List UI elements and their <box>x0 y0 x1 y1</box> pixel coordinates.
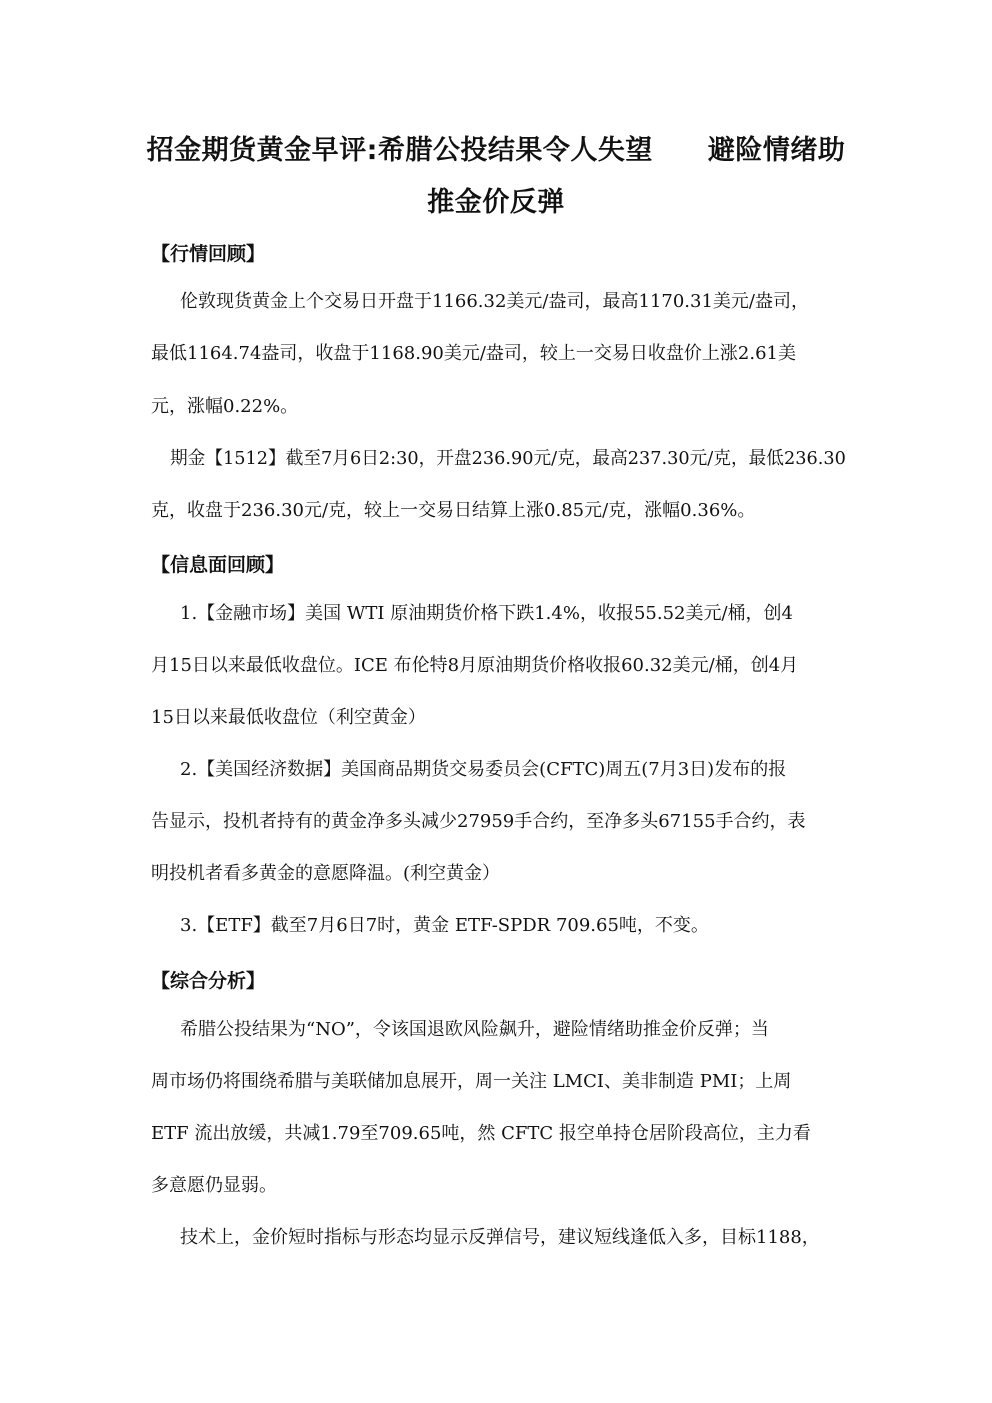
paragraph-line: ETF 流出放缓，共减1.79至709.65吨，然 CFTC 报空单持仓居阶段高位，主力看 <box>151 1123 811 1144</box>
paragraph-line: 多意愿仍显弱。 <box>151 1175 277 1196</box>
paragraph-line: 期金【1512】截至7月6日2:30，开盘236.90元/克，最高237.30元/克，最低236.30 <box>170 448 846 469</box>
document-title-line-1: 招金期货黄金早评:希腊公投结果令人失望 避险情绪助 <box>146 135 846 166</box>
paragraph-line: 周市场仍将围绕希腊与美联储加息展开，周一关注 LMCI、美非制造 PMI；上周 <box>151 1071 792 1092</box>
list-item-line: 告显示，投机者持有的黄金净多头减少27959手合约，至净多头67155手合约，表 <box>151 811 806 832</box>
paragraph-line: 克，收盘于236.30元/克，较上一交易日结算上涨0.85元/克，涨幅0.36%。 <box>151 500 756 521</box>
list-item-line: 3.【ETF】截至7月6日7时，黄金 ETF-SPDR 709.65吨，不变。 <box>180 915 709 936</box>
list-item-line: 月15日以来最低收盘位。ICE 布伦特8月原油期货价格收报60.32美元/桶，创4月 <box>151 655 799 676</box>
section-heading-market-review: 【行情回顾】 <box>151 243 266 265</box>
section-heading-analysis: 【综合分析】 <box>151 970 266 992</box>
list-item-line: 明投机者看多黄金的意愿降温。(利空黄金） <box>151 863 501 884</box>
paragraph-line: 伦敦现货黄金上个交易日开盘于1166.32美元/盎司，最高1170.31美元/盎司， <box>180 291 809 312</box>
paragraph-line: 希腊公投结果为“NO”，令该国退欧风险飙升，避险情绪助推金价反弹；当 <box>180 1019 769 1040</box>
list-item-line: 2.【美国经济数据】美国商品期货交易委员会(CFTC)周五(7月3日)发布的报 <box>180 759 787 780</box>
paragraph-line: 最低1164.74盎司，收盘于1168.90美元/盎司，较上一交易日收盘价上涨2.61美 <box>151 343 797 364</box>
list-item-line: 15日以来最低收盘位（利空黄金） <box>151 707 426 728</box>
paragraph-line: 元，涨幅0.22%。 <box>151 396 299 417</box>
list-item-line: 1.【金融市场】美国 WTI 原油期货价格下跌1.4%，收报55.52美元/桶，创4 <box>180 603 794 624</box>
document-title-line-2: 推金价反弹 <box>427 187 565 218</box>
section-heading-news-review: 【信息面回顾】 <box>151 554 285 576</box>
paragraph-line: 技术上，金价短时指标与形态均显示反弹信号，建议短线逢低入多，目标1188， <box>180 1227 820 1248</box>
